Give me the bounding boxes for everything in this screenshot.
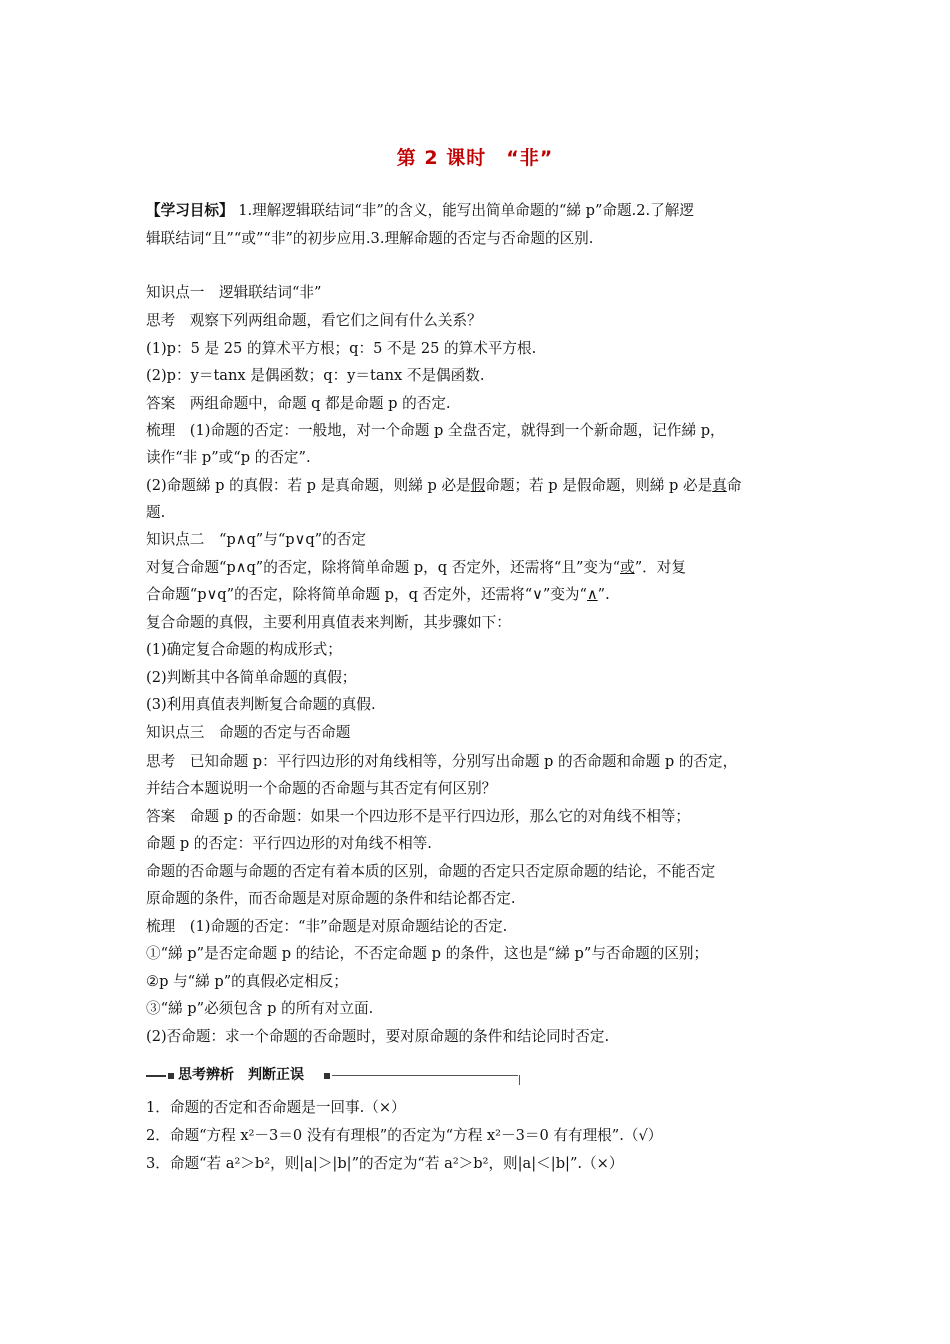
section-2-step-3: (3)利用真值表判断复合命题的真假. bbox=[146, 696, 376, 713]
section-1-think: 思考 观察下列两组命题，看它们之间有什么关系？ bbox=[146, 312, 482, 329]
judge-section-label: 思考辨析 判断正误 bbox=[178, 1067, 304, 1083]
banner-left-rule bbox=[146, 1075, 166, 1077]
section-1-sort-2b: 题. bbox=[146, 504, 166, 521]
section-2-line-2 bbox=[146, 585, 808, 605]
section-3-circle-1: ①“綈 p”是否定命题 p 的结论，不否定命题 p 的条件，这也是“綈 p”与否命题的区别； bbox=[146, 945, 709, 962]
sort-2-prefix: (2)命题綈 p 的真假：若 p 是真命题，则綈 p 必是 bbox=[146, 477, 471, 494]
banner-left-dot bbox=[168, 1073, 174, 1079]
section-2-line-3: 复合命题的真假，主要利用真值表来判断，其步骤如下： bbox=[146, 614, 511, 631]
sort-2-suffix: 命 bbox=[726, 477, 742, 494]
s2-l2-prefix: 合命题“p∨q”的否定，除将简单命题 p，q 否定外，还需将“∨”变为“ bbox=[146, 586, 587, 603]
judge-question-1: 1．命题的否定和否命题是一回事.（×） bbox=[146, 1099, 406, 1116]
section-3-sort-1: 梳理 (1)命题的否定：“非”命题是对原命题结论的否定. bbox=[146, 918, 508, 935]
section-2-step-2: (2)判断其中各简单命题的真假； bbox=[146, 669, 357, 686]
section-3-circle-3: ③“綈 p”必须包含 p 的所有对立面. bbox=[146, 1000, 374, 1017]
section-3-answer-2: 命题 p 的否定：平行四边形的对角线不相等. bbox=[146, 835, 432, 852]
underlined-answer-true: 真 bbox=[712, 477, 727, 494]
banner-right-rule bbox=[332, 1075, 518, 1076]
learning-goals-text-1: 1.理解逻辑联结词“非”的含义，能写出简单命题的“綈 p”命题.2.了解逻 bbox=[233, 202, 694, 219]
section-3-think-1: 思考 已知命题 p：平行四边形的对角线相等，分别写出命题 p 的否命题和命题 p 的否定， bbox=[146, 753, 738, 770]
judge-section-banner bbox=[146, 1064, 520, 1086]
section-1-sort-2 bbox=[146, 476, 808, 496]
section-1-item-1: (1)p：5 是 25 的算术平方根；q：5 不是 25 的算术平方根. bbox=[146, 340, 537, 357]
s2-l1-suffix: ”．对复 bbox=[634, 559, 686, 576]
section-2-step-1: (1)确定复合命题的构成形式； bbox=[146, 641, 342, 658]
section-3-sort-2: (2)否命题：求一个命题的否命题时，要对原命题的条件和结论同时否定. bbox=[146, 1028, 610, 1045]
section-3-answer-4: 原命题的条件，而否命题是对原命题的条件和结论都否定. bbox=[146, 890, 516, 907]
section-1-item-2: (2)p：y＝tanx 是偶函数；q：y＝tanx 不是偶函数. bbox=[146, 367, 485, 384]
judge-question-3: 3．命题“若 a²＞b²，则|a|＞|b|”的否定为“若 a²＞b²，则|a|＜|b|”.（×） bbox=[146, 1155, 624, 1172]
underlined-answer-false: 假 bbox=[470, 477, 486, 494]
section-3-think-2: 并结合本题说明一个命题的否命题与其否定有何区别？ bbox=[146, 780, 497, 797]
s2-l2-suffix: ”. bbox=[597, 586, 610, 603]
learning-goals-label: 【学习目标】 bbox=[146, 202, 234, 219]
section-1-sort-1: 梳理 (1)命题的否定：一般地，对一个命题 p 全盘否定，就得到一个新命题，记作綈 p， bbox=[146, 422, 725, 439]
section-3-answer-1: 答案 命题 p 的否命题：如果一个四边形不是平行四边形，那么它的对角线不相等； bbox=[146, 808, 690, 825]
learning-goals-line-2: 辑联结词“且”“或”“非”的初步应用.3.理解命题的否定与否命题的区别. bbox=[146, 230, 594, 247]
underlined-answer-or: 或 bbox=[620, 559, 635, 576]
banner-right-dot bbox=[324, 1073, 330, 1079]
judge-question-2: 2．命题“方程 x²－3＝0 没有有理根”的否定为“方程 x²－3＝0 有有理根”.（√） bbox=[146, 1127, 663, 1144]
banner-corner bbox=[519, 1075, 520, 1085]
underlined-answer-and: ∧ bbox=[586, 586, 598, 603]
section-2-heading: 知识点二 “p∧q”与“p∨q”的否定 bbox=[146, 531, 366, 548]
section-3-answer-3: 命题的否命题与命题的否定有着本质的区别，命题的否定只否定原命题的结论，不能否定 bbox=[146, 863, 716, 880]
section-1-heading: 知识点一 逻辑联结词“非” bbox=[146, 284, 322, 301]
section-1-sort-1b: 读作“非 p”或“p 的否定”. bbox=[146, 449, 311, 466]
page-title: 第 2 课时 “非” bbox=[396, 147, 554, 169]
section-3-circle-2: ②p 与“綈 p”的真假必定相反； bbox=[146, 973, 348, 990]
section-3-heading: 知识点三 命题的否定与否命题 bbox=[146, 724, 351, 741]
sort-2-middle: 命题；若 p 是假命题，则綈 p 必是 bbox=[485, 477, 713, 494]
s2-l1-prefix: 对复合命题“p∧q”的否定，除将简单命题 p，q 否定外，还需将“且”变为“ bbox=[146, 559, 621, 576]
section-1-answer: 答案 两组命题中，命题 q 都是命题 p 的否定. bbox=[146, 395, 451, 412]
section-2-line-1 bbox=[146, 558, 808, 578]
learning-goals-line-1 bbox=[146, 201, 808, 221]
